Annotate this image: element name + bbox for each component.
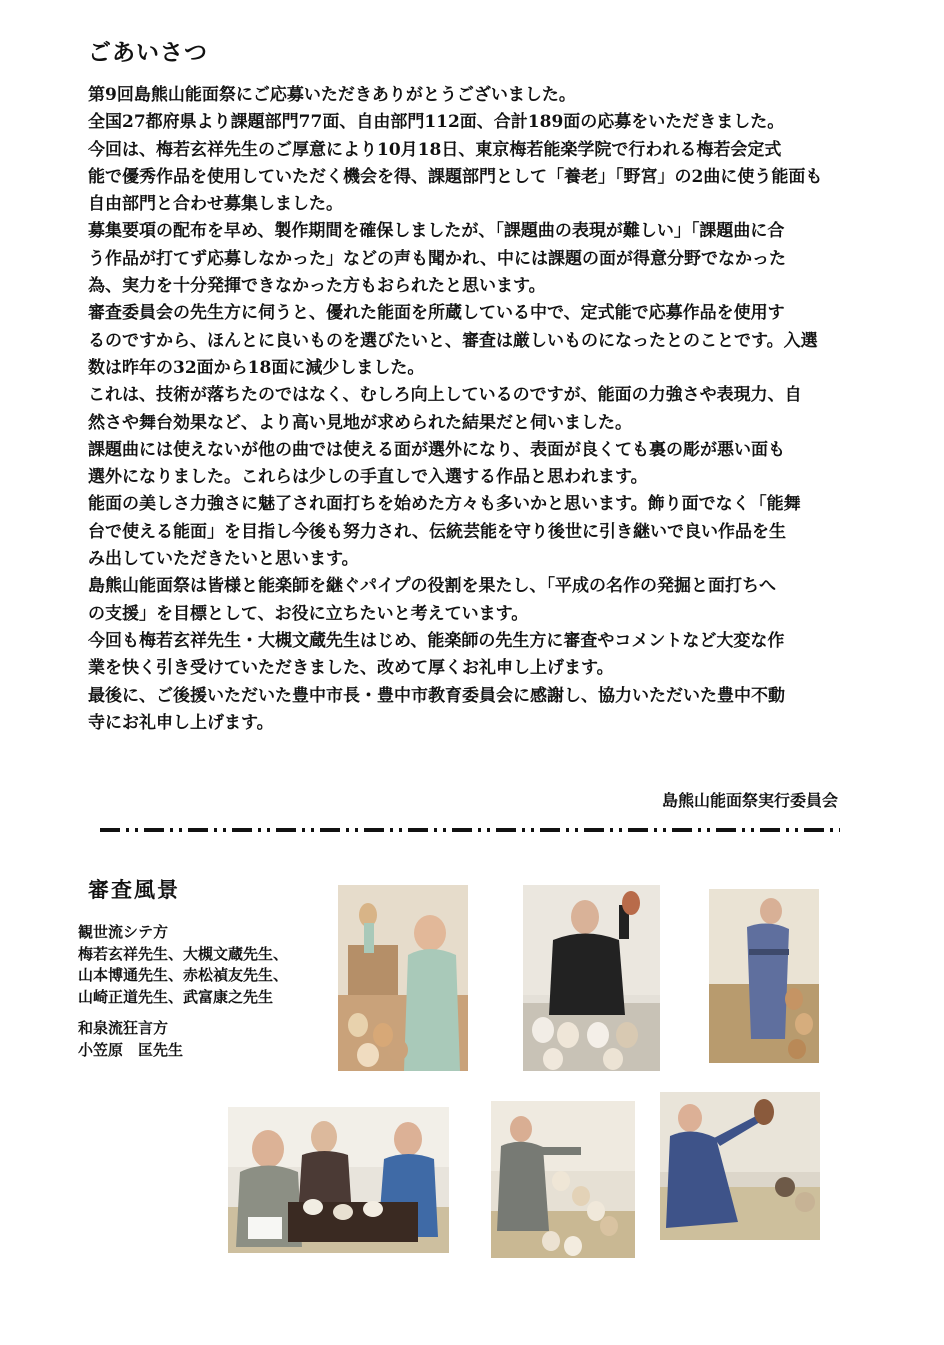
- body-line: 数は昨年の32面から18面に減少しました。: [88, 357, 425, 378]
- greeting-title: ごあいさつ: [88, 40, 208, 66]
- body-line: 能で優秀作品を使用していただく機会を得、課題部門として「養老」「野宮」の2曲に使う能面も: [88, 166, 823, 187]
- judging-title: 審査風景: [88, 877, 180, 902]
- judging-photo-3: [709, 889, 819, 1063]
- judging-photo-1: [338, 885, 468, 1071]
- judging-photo-5: [491, 1101, 635, 1258]
- body-line: み出していただきたいと思います。: [88, 549, 359, 570]
- judging-photo-4: [228, 1107, 449, 1253]
- body-line: 島熊山能面祭は皆様と能楽師を継ぐパイプの役割を果たし、「平成の名作の発掘と面打ちへ: [88, 576, 776, 597]
- judge-line: 山崎正道先生、武富康之先生: [78, 987, 274, 1006]
- body-line: 能面の美しさ力強さに魅了され面打ちを始めた方々も多いかと思います。飾り面でなく「能舞: [88, 494, 801, 515]
- body-line: 今回も梅若玄祥先生・大槻文蔵先生はじめ、能楽師の先生方に審査やコメントなど大変な作: [88, 630, 785, 651]
- body-line: 今回は、梅若玄祥先生のご厚意により10月18日、東京梅若能楽学院で行われる梅若会定式: [88, 139, 782, 160]
- body-line: う作品が打てず応募しなかった」などの声も聞かれ、中には課題の面が得意分野でなかった: [88, 248, 787, 269]
- group-heading: 観世流シテ方: [78, 923, 169, 941]
- body-line: 課題曲には使えないが他の曲では使える面が選外になり、表面が良くても裏の彫が悪い面も: [88, 439, 785, 460]
- judging-photo-2: [523, 885, 660, 1071]
- body-line: 業を快く引き受けていただきました、改めて厚くお礼申し上げます。: [88, 658, 614, 679]
- body-line: 選外になりました。これらは少しの手直しで入選する作品と思われます。: [88, 467, 648, 488]
- dashed-divider: [100, 828, 840, 832]
- greeting-body: [88, 82, 858, 737]
- judge-line: 小笠原 匡先生: [78, 1040, 184, 1059]
- group-heading: 和泉流狂言方: [78, 1019, 169, 1037]
- body-line: るのですから、ほんとに良いものを選びたいと、審査は厳しいものになったとのことです。入選: [88, 330, 818, 351]
- body-line: 寺にお礼申し上げます。: [88, 712, 274, 733]
- body-line: 台で使える能面」を目指し今後も努力され、伝統芸能を守り後世に引き継いで良い作品を生: [88, 521, 787, 542]
- body-line: これは、技術が落ちたのではなく、むしろ向上しているのですが、能面の力強さや表現力、自: [88, 385, 802, 406]
- body-line: 第9回島熊山能面祭にご応募いただきありがとうございました。: [88, 85, 576, 105]
- judges-list: [78, 922, 328, 1061]
- body-line: の支援」を目標として、お役に立ちたいと考えています。: [88, 603, 529, 624]
- body-line: 為、実力を十分発揮できなかった方もおられたと思います。: [88, 276, 546, 297]
- body-line: 最後に、ご後援いただいた豊中市長・豊中市教育委員会に感謝し、協力いただいた豊中不動: [88, 685, 785, 706]
- body-line: 全国27都府県より課題部門77面、自由部門112面、合計189面の応募をいただきました。: [88, 112, 785, 133]
- judging-photo-6: [660, 1092, 820, 1240]
- judge-line: 梅若玄祥先生、大槻文蔵先生、: [78, 944, 289, 963]
- body-line: 然さや舞台効果など、より高い見地が求められた結果だと伺いました。: [88, 412, 632, 433]
- body-line: 自由部門と合わせ募集しました。: [88, 194, 343, 215]
- judge-line: 山本博通先生、赤松禎友先生、: [78, 966, 289, 984]
- signature: 島熊山能面祭実行委員会: [661, 791, 838, 810]
- body-line: 募集要項の配布を早め、製作期間を確保しましたが、「課題曲の表現が難しい」「課題曲に合: [88, 221, 785, 242]
- body-line: 審査委員会の先生方に伺うと、優れた能面を所蔵している中で、定式能で応募作品を使用す: [88, 303, 785, 324]
